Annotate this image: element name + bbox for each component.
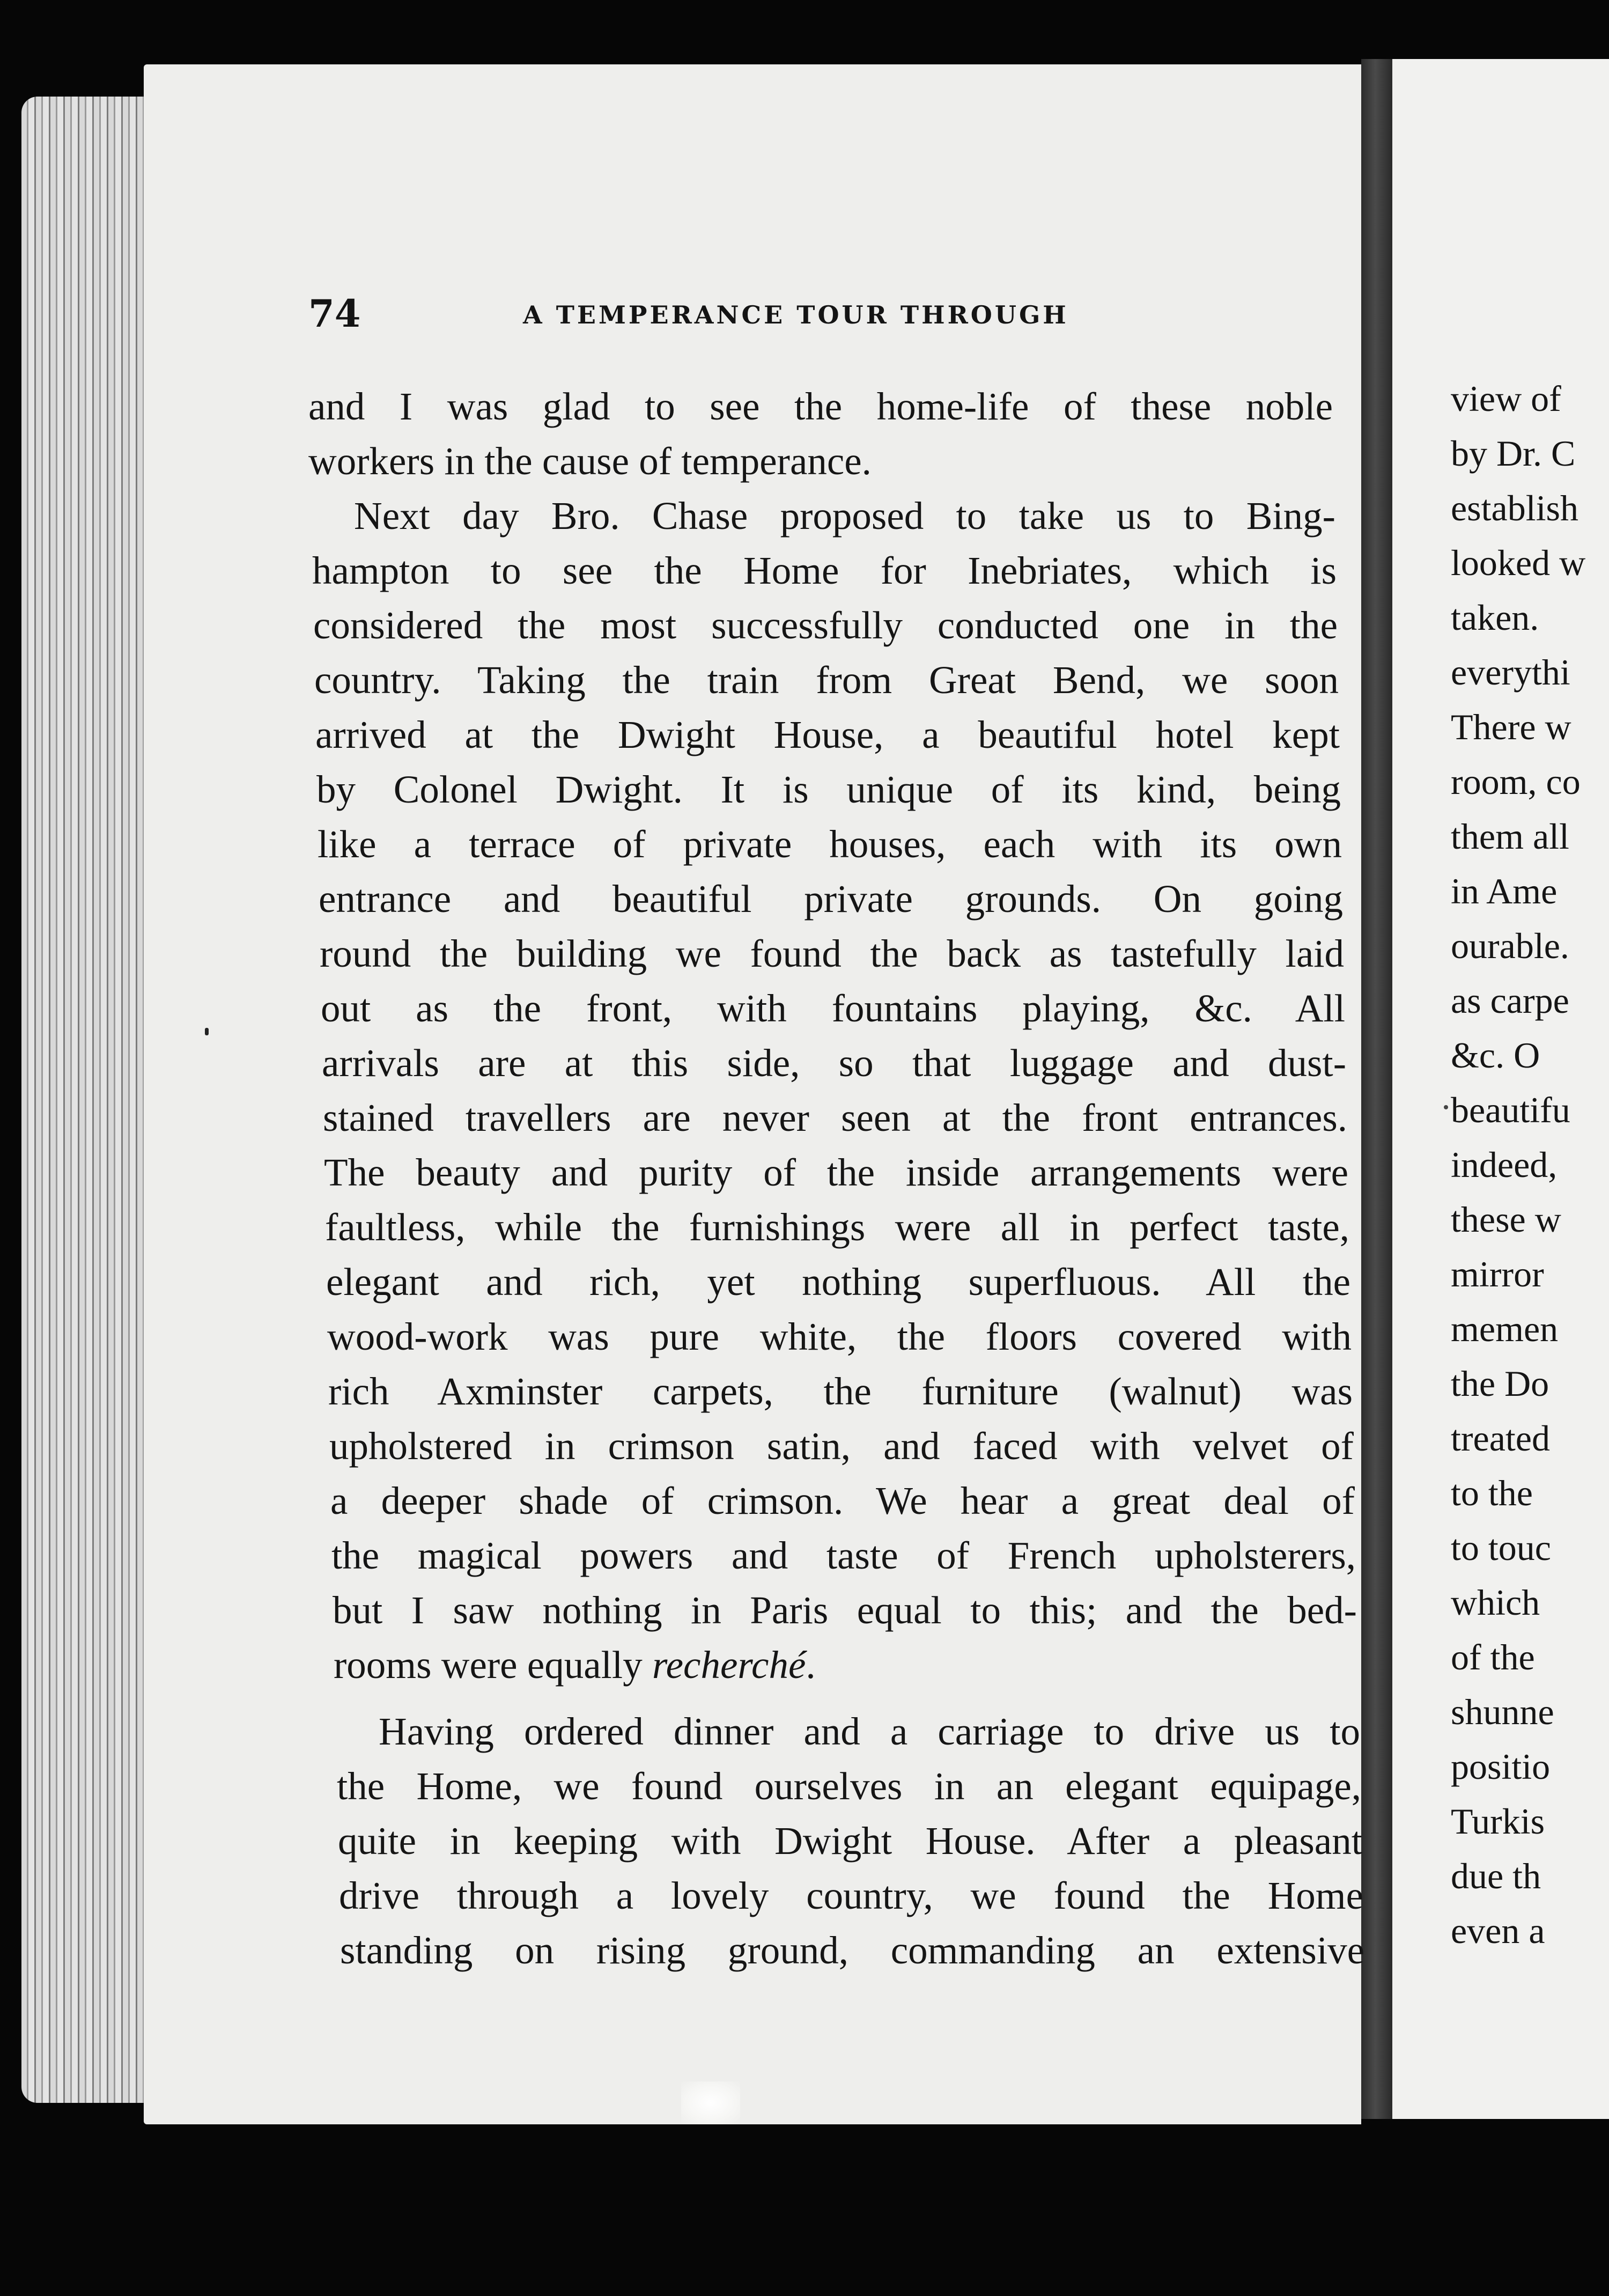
left-text-line: country. Taking the train from Great Bend, we soon <box>314 658 1339 702</box>
left-text-line: the Home, we found ourselves in an elegant equipage, <box>337 1764 1361 1808</box>
right-text-line: ourable. <box>1451 925 1569 966</box>
left-text-line: arrived at the Dwight House, a beautiful hotel kept <box>315 713 1340 756</box>
left-text-line: and I was glad to see the home-life of these noble <box>308 385 1333 428</box>
running-head-title: A TEMPERANCE TOUR THROUGH <box>523 300 1069 329</box>
left-text-line: by Colonel Dwight. It is unique of its kind, being <box>316 768 1341 811</box>
running-head <box>308 287 1124 341</box>
right-text-line: establish <box>1451 488 1578 528</box>
left-text-line: entrance and beautiful private grounds. On going <box>319 877 1343 921</box>
right-text-line: due th <box>1451 1856 1541 1896</box>
left-text-line: stained travellers are never seen at the front entrances. <box>323 1096 1347 1139</box>
right-text-line: &c. O <box>1451 1035 1540 1076</box>
right-text-line: to touc <box>1451 1527 1551 1568</box>
left-text-line: but I saw nothing in Paris equal to this; and the bed- <box>333 1588 1357 1632</box>
right-text-line: view of <box>1451 378 1561 419</box>
right-text-line: mirror <box>1451 1254 1544 1294</box>
left-text-line: hampton to see the Home for Inebriates, which is <box>312 549 1337 592</box>
book-gutter <box>1361 59 1392 2119</box>
right-text-line: by Dr. C <box>1451 433 1576 474</box>
right-text-line: Turkis <box>1451 1801 1545 1842</box>
left-text-line: out as the front, with fountains playing, &c. All <box>321 987 1345 1030</box>
left-text-line: quite in keeping with Dwight House. After a pleasant <box>338 1819 1362 1863</box>
left-text-line: upholstered in crimson satin, and faced with velvet of <box>329 1424 1354 1468</box>
right-text-line: taken. <box>1451 597 1539 638</box>
right-text-line: indeed, <box>1451 1144 1558 1185</box>
left-text-line: elegant and rich, yet nothing superfluous. All the <box>326 1260 1350 1304</box>
left-text-line: drive through a lovely country, we found the Home <box>339 1874 1363 1917</box>
right-text-line: shunne <box>1451 1691 1554 1732</box>
left-text-line: round the building we found the back as tastefully laid <box>320 932 1344 975</box>
left-text-line: arrivals are at this side, so that luggage and dust- <box>322 1041 1346 1085</box>
left-text-line: the magical powers and taste of French upholsterers, <box>331 1534 1356 1577</box>
page-number: 74 <box>308 291 361 336</box>
italic-word: recherché <box>652 1643 806 1687</box>
left-text-line: standing on rising ground, commanding an extensive <box>340 1929 1364 1972</box>
right-text-line: as carpe <box>1451 980 1569 1021</box>
left-text-line: rooms were equally recherché. <box>334 1643 816 1687</box>
right-text-line: the Do <box>1451 1363 1549 1404</box>
left-text-line: a deeper shade of crimson. We hear a great deal of <box>330 1479 1355 1522</box>
left-text-line: The beauty and purity of the inside arrangements were <box>324 1151 1348 1194</box>
right-text-line: of the <box>1451 1637 1535 1677</box>
right-text-line: which <box>1451 1582 1540 1623</box>
right-text-line: looked w <box>1451 542 1586 583</box>
right-text-line: treated <box>1451 1418 1550 1459</box>
left-text-line: wood-work was pure white, the floors covered with <box>327 1315 1352 1358</box>
right-text-line: positio <box>1451 1746 1551 1787</box>
right-text-line: even a <box>1451 1910 1545 1951</box>
page-edges <box>21 97 150 2103</box>
right-text-line: beautifu <box>1451 1090 1570 1130</box>
right-text-line: room, co <box>1451 761 1581 802</box>
left-text-line: Having ordered dinner and a carriage to drive us to <box>379 1710 1360 1753</box>
right-text-line: in Ame <box>1451 871 1558 911</box>
left-text-line: considered the most successfully conducted one in the <box>313 604 1338 647</box>
left-text-line: rich Axminster carpets, the furniture (walnut) was <box>328 1370 1353 1413</box>
left-text-line: workers in the cause of temperance. <box>308 439 872 483</box>
paper-blemish <box>681 2081 740 2124</box>
right-text-line: everythi <box>1451 652 1570 693</box>
right-text-line: these w <box>1451 1199 1561 1240</box>
ink-speck <box>1444 1105 1448 1109</box>
ink-speck <box>205 1028 209 1035</box>
right-text-line: memen <box>1451 1308 1559 1349</box>
right-text-line: to the <box>1451 1473 1533 1513</box>
right-text-line: them all <box>1451 816 1569 857</box>
right-text-line: There w <box>1451 707 1571 747</box>
left-text-line: like a terrace of private houses, each with its own <box>318 822 1342 866</box>
left-text-line: faultless, while the furnishings were all in perfect taste, <box>325 1205 1349 1249</box>
left-text-line: Next day Bro. Chase proposed to take us to Bing- <box>354 494 1335 538</box>
